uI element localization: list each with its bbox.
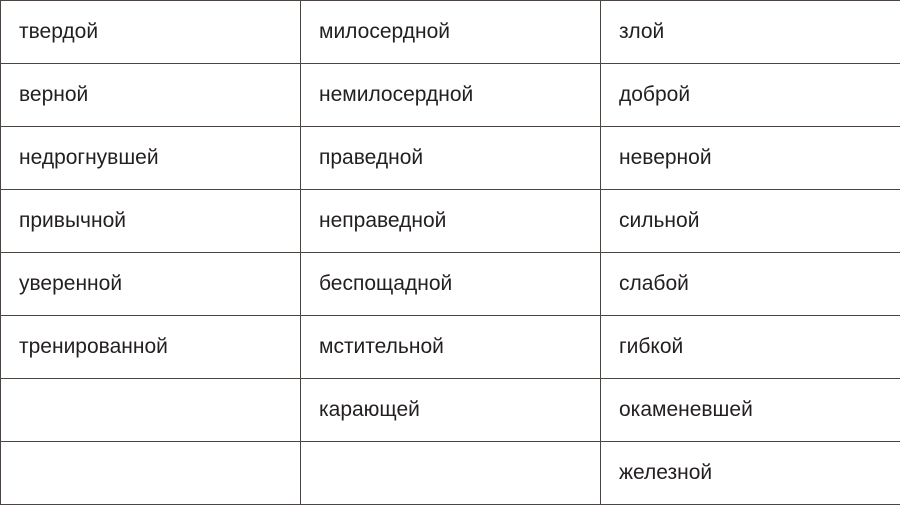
table-row bbox=[1, 442, 900, 505]
table-cell-r0c2: злой bbox=[601, 1, 900, 64]
table-row bbox=[1, 1, 900, 64]
table-cell-r4c2: слабой bbox=[601, 253, 900, 316]
table-row bbox=[1, 379, 900, 442]
table-row bbox=[1, 316, 900, 379]
table-row bbox=[1, 64, 900, 127]
table-cell-r7c2: железной bbox=[601, 442, 900, 505]
table-row bbox=[1, 253, 900, 316]
table-cell-r5c0: тренированной bbox=[1, 316, 301, 379]
table-cell-r6c2: окаменевшей bbox=[601, 379, 900, 442]
table-cell-r6c1: карающей bbox=[301, 379, 601, 442]
table-cell-r7c0 bbox=[1, 442, 301, 505]
table-cell-r6c0 bbox=[1, 379, 301, 442]
table-cell-r1c1: немилосердной bbox=[301, 64, 601, 127]
table-cell-r2c1: праведной bbox=[301, 127, 601, 190]
table-cell-r2c0: недрогнувшей bbox=[1, 127, 301, 190]
table-cell-r3c1: неправедной bbox=[301, 190, 601, 253]
table-cell-r3c2: сильной bbox=[601, 190, 900, 253]
table-cell-r1c0: верной bbox=[1, 64, 301, 127]
table-cell-r4c0: уверенной bbox=[1, 253, 301, 316]
table-cell-r0c1: милосердной bbox=[301, 1, 601, 64]
table-cell-r7c1 bbox=[301, 442, 601, 505]
table-cell-r1c2: доброй bbox=[601, 64, 900, 127]
table-cell-r5c2: гибкой bbox=[601, 316, 900, 379]
table-cell-r5c1: мстительной bbox=[301, 316, 601, 379]
table-cell-r4c1: беспощадной bbox=[301, 253, 601, 316]
table-row bbox=[1, 190, 900, 253]
word-table-body bbox=[1, 1, 900, 505]
table-cell-r0c0: твердой bbox=[1, 1, 301, 64]
table-row bbox=[1, 127, 900, 190]
table-cell-r2c2: неверной bbox=[601, 127, 900, 190]
table-cell-r3c0: привычной bbox=[1, 190, 301, 253]
